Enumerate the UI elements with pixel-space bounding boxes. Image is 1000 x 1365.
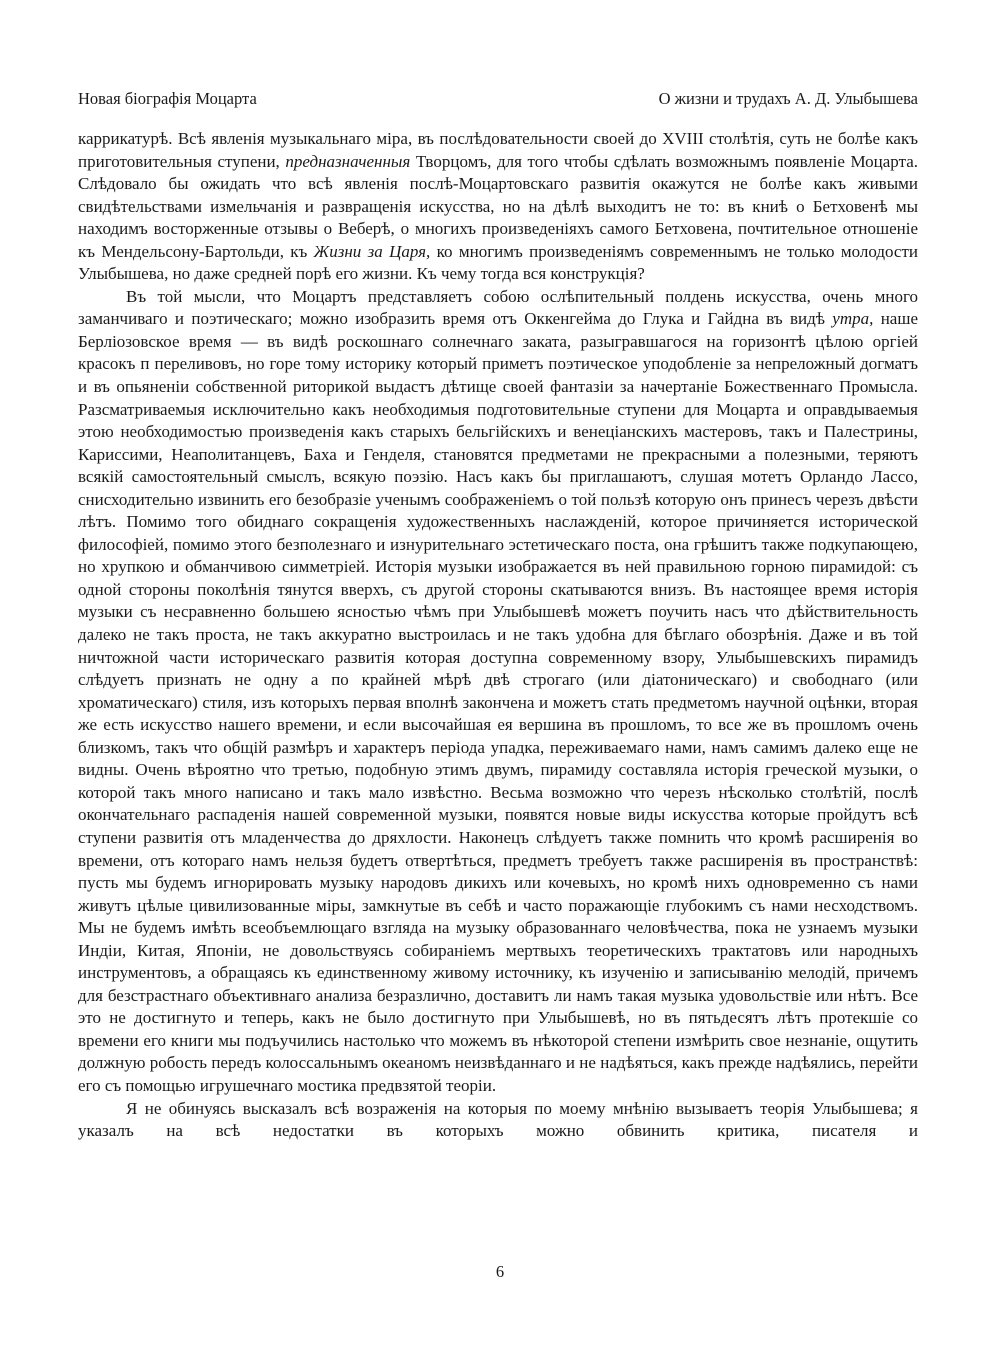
paragraph — [78, 1098, 918, 1143]
text-run: ко многимъ произведеніямъ современнымъ не только молодости Улыбышева, но даже средней порѣ его жизни. Къ чему тогда вся конструкція? — [78, 241, 919, 284]
text-run: Я не обинуясь высказалъ всѣ возраженія на которыя по моему мнѣнію вызываетъ теорія Улыбышева; я указалъ на всѣ недостатки въ которыхъ можно обвинить критика, писателя и — [78, 1098, 918, 1141]
body-text — [78, 128, 918, 1143]
paragraph — [78, 286, 918, 1098]
header-book-title: Новая біографія Моцарта — [78, 89, 257, 108]
italic-text: предназначенныя — [285, 151, 411, 171]
text-run: каррикатурѣ. Всѣ явленія музыкальнаго міра, въ послѣдовательности своей до XVIII столѣтія, суть не болѣе какъ приготовительныя ступени, — [78, 129, 918, 171]
text-run: Въ той мысли, что Моцартъ представляетъ собою ослѣпительный полдень искусства, очень много заманчиваго и поэтическаго; можно изобразить время отъ Оккенгейма до Глука и Гайдна въ видѣ — [78, 286, 918, 329]
italic-text: утра, — [832, 309, 874, 329]
italic-text: Жизни за Царя, — [313, 241, 431, 261]
header-chapter-title: О жизни и трудахъ А. Д. Улыбышева — [658, 89, 918, 108]
paragraph — [78, 128, 918, 286]
text-run: наше Берліозовское время — въ видѣ роскошнаго солнечнаго заката, разыгравшагося на горизонтѣ цѣлою оргіей красокъ п переливовъ, но горе тому историку который приметъ поэтическое уподобленіе за непреложный догматъ и въ опьяненіи собственной риторикой выдастъ дѣтище своей фантазіи за начертаніе Божественнаго Промысла. Разсматриваемыя исключительно какъ необходимыя подготовительные ступени для Моцарта и оправдываемыя этою необходимостью произведенія какъ старыхъ бельгійскихъ и венеціанскихъ мастеровъ, такъ и Палестрины, Кариссими, Неаполитанцевъ, Баха и Генделя, становятся предметами не прекрасными а полезными, теряютъ всякій самостоятельный смыслъ, всякую поэзію. Насъ какъ бы приглашаютъ, слушая мотетъ Орландо Лассо, снисходительно извинить его безобразіе ученымъ соображеніемъ о той пользѣ которую онъ принесъ черезъ двѣсти лѣтъ. Помимо того обиднаго сокращенія художественныхъ наслажденій, которое причиняется исторической философіей, помимо этого безполезнаго и изнурительнаго эстетическаго поста, она грѣшитъ также подкупающею, но хрупкою и обманчивою симметріей. Исторія музыки изображается въ ней правильною горною пирамидой: съ одной стороны поколѣнія тянутся вверхъ, съ другой стороны скатываются внизъ. Въ настоящее время исторія музыки съ несравненно большею ясностью чѣмъ при Улыбышевѣ можетъ поучить насъ что дѣйствительность далеко не такъ проста, не такъ аккуратно выстроилась и не такъ удобна для бѣглаго обозрѣнія. Даже и въ той ничтожной части историческаго развитія которая доступна современному взору, Улыбышевскихъ пирамидъ слѣдуетъ признать не одну а по крайней мѣрѣ двѣ строгаго (или діатоническаго) и свободнаго (или хроматическаго) стиля, изъ которыхъ первая вполнѣ закончена и можетъ стать предметомъ научной оцѣнки, вторая же есть искусство нашего времени, и если высочайшая ея вершина въ прошломъ, то все же въ прошломъ очень близкомъ, такъ что общій размѣръ и характеръ періода упадка, переживаемаго нами, намъ самимъ далеко еще не видны. Очень вѣроятно что третью, подобную этимъ двумъ, пирамиду составляла исторія греческой музыки, о которой такъ много написано и такъ мало извѣстно. Весьма возможно что черезъ нѣсколько столѣтій, послѣ окончательнаго распаденія нашей современной музыки, появятся новые виды искусства которые пройдутъ всѣ ступени развитія отъ младенчества до дряхлости. Наконецъ слѣдуетъ также помнить что кромѣ расширенія во времени, отъ котораго намъ нельзя будетъ отвертѣться, предметъ требуетъ также расширенія въ пространствѣ: пусть мы будемъ игнорировать музыку народовъ дикихъ или кочевыхъ, но кромѣ нихъ одновременно съ нами живутъ цѣлые цивилизованные міры, замкнутые въ себѣ и часто поражающіе глубокимъ съ нами несходствомъ. Мы не будемъ имѣть всеобъемлющаго взгляда на музыку образованнаго человѣчества, пока не узнаемъ музыки Индіи, Китая, Японіи, не довольствуясь собираніемъ мертвыхъ теоретическихъ трактатовъ или народныхъ инструментовъ, а обращаясь къ единственному живому источнику, къ изученію и записыванію мелодій, причемъ для безстрастнаго объективнаго анализа безразлично, доставитъ ли намъ такая музыка удовольствіе или нѣтъ. Все это не достигнуто и теперь, какъ не было достигнуто при Улыбышевѣ, но въ пятьдесятъ лѣтъ протекшіе со времени его книги мы подъучились настолько что можемъ въ нѣкоторой степени измѣрить свое незнаніе, ощутить должную робость передъ колоссальнымъ океаномъ неизвѣданнаго и не надѣяться, какъ прежде надѣялись, перейти его съ помощью игрушечнаго мостика предвзятой теоріи. — [78, 309, 918, 1095]
text-run: Творцомъ, для того чтобы сдѣлать возможнымъ появленіе Моцарта. Слѣдовало бы ожидать что всѣ явленія послѣ-Моцартовскаго развитія окажутся не болѣе какъ живыми свидѣтельствами измельчанія и развращенія искусства, но на дѣлѣ выходитъ не то: въ книѣ о Бетховенѣ мы находимъ восторженные отзывы о Веберѣ, о многихъ произведеніяхъ самого Бетховена, почтительное отношеніе къ Мендельсону-Бартольди, къ — [78, 151, 918, 261]
running-header — [78, 88, 918, 110]
page-number: 6 — [495, 1262, 505, 1281]
